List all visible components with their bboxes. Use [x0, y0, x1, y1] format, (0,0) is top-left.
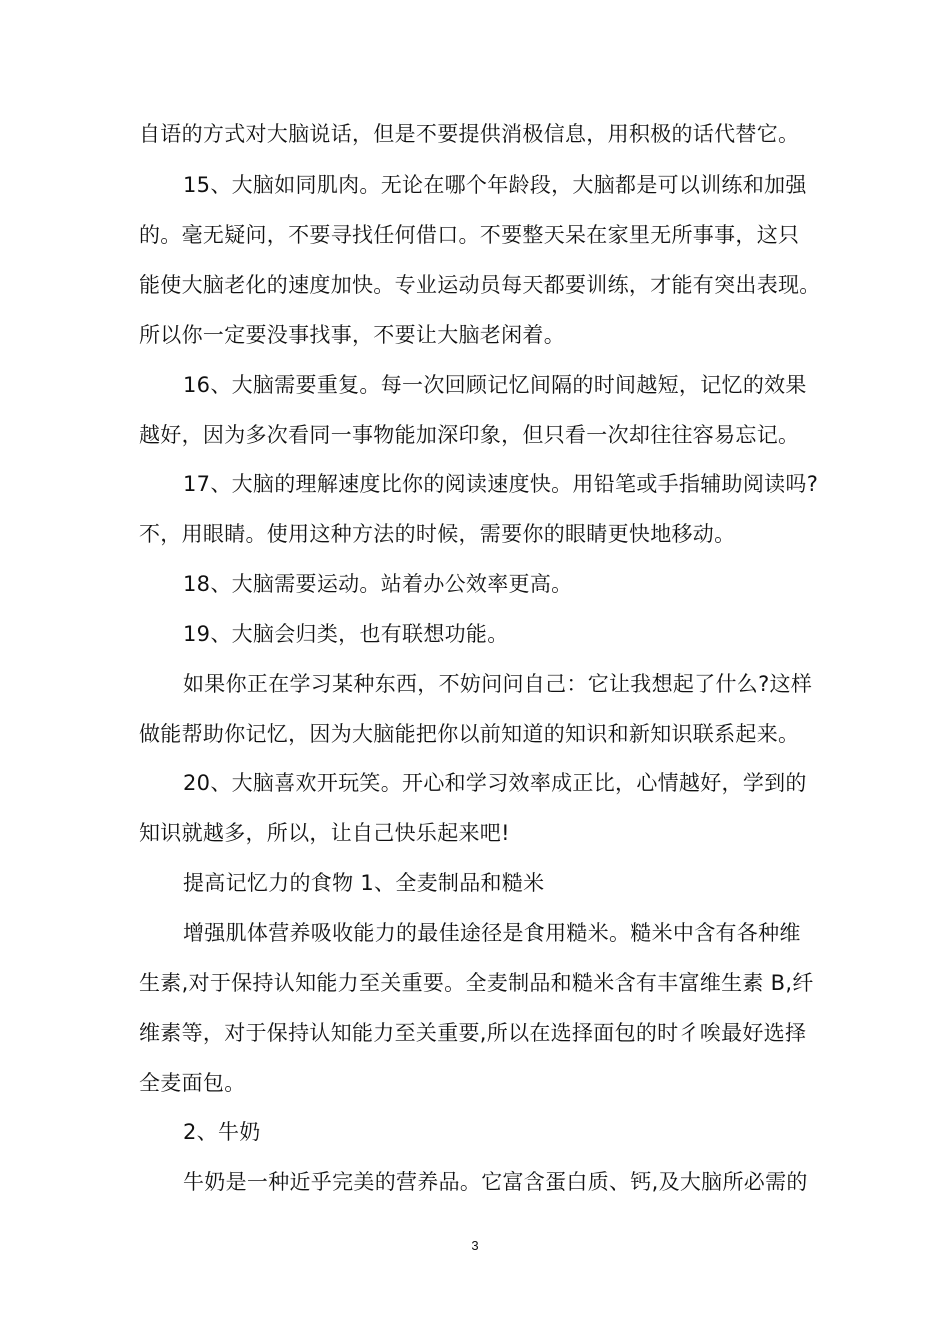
text-line: 18、大脑需要运动。站着办公效率更高。 — [183, 572, 573, 596]
text-line: 16、大脑需要重复。每一次回顾记忆间隔的时间越短，记忆的效果 — [183, 373, 807, 397]
text-line: 全麦面包。 — [139, 1071, 246, 1095]
text-line: 如果你正在学习某种东西，不妨问问自己：它让我想起了什么?这样 — [183, 672, 813, 696]
text-line: 牛奶是一种近乎完美的营养品。它富含蛋白质、钙,及大脑所必需的 — [183, 1170, 808, 1194]
text-line: 维素等，对于保持认知能力至关重要,所以在选择面包的时彳唉最好选择 — [139, 1021, 807, 1045]
text-line: 生素,对于保持认知能力至关重要。全麦制品和糙米含有丰富维生素 B,纤 — [139, 971, 814, 995]
text-line: 越好，因为多次看同一事物能加深印象，但只看一次却往往容易忘记。 — [139, 423, 800, 447]
text-line: 做能帮助你记忆，因为大脑能把你以前知道的知识和新知识联系起来。 — [139, 722, 800, 746]
text-line: 2、牛奶 — [183, 1120, 261, 1144]
text-line: 自语的方式对大脑说话，但是不要提供消极信息，用积极的话代替它。 — [139, 122, 800, 146]
text-line: 增强肌体营养吸收能力的最佳途径是食用糙米。糙米中含有各种维 — [183, 921, 801, 945]
text-line: 17、大脑的理解速度比你的阅读速度快。用铅笔或手指辅助阅读吗? — [183, 472, 819, 496]
text-line: 不，用眼睛。使用这种方法的时候，需要你的眼睛更快地移动。 — [139, 522, 736, 546]
text-line: 20、大脑喜欢开玩笑。开心和学习效率成正比，心情越好，学到的 — [183, 771, 807, 795]
page-number: 3 — [471, 1238, 479, 1253]
text-line: 提高记忆力的食物 1、全麦制品和糙米 — [183, 871, 545, 895]
text-line: 能使大脑老化的速度加快。专业运动员每天都要训练，才能有突出表现。 — [139, 273, 821, 297]
text-line: 的。毫无疑问，不要寻找任何借口。不要整天呆在家里无所事事，这只 — [139, 223, 800, 247]
text-line: 19、大脑会归类，也有联想功能。 — [183, 622, 509, 646]
text-line: 知识就越多，所以，让自己快乐起来吧! — [139, 821, 510, 845]
text-line: 15、大脑如同肌肉。无论在哪个年龄段，大脑都是可以训练和加强 — [183, 173, 807, 197]
text-line: 所以你一定要没事找事，不要让大脑老闲着。 — [139, 323, 565, 347]
